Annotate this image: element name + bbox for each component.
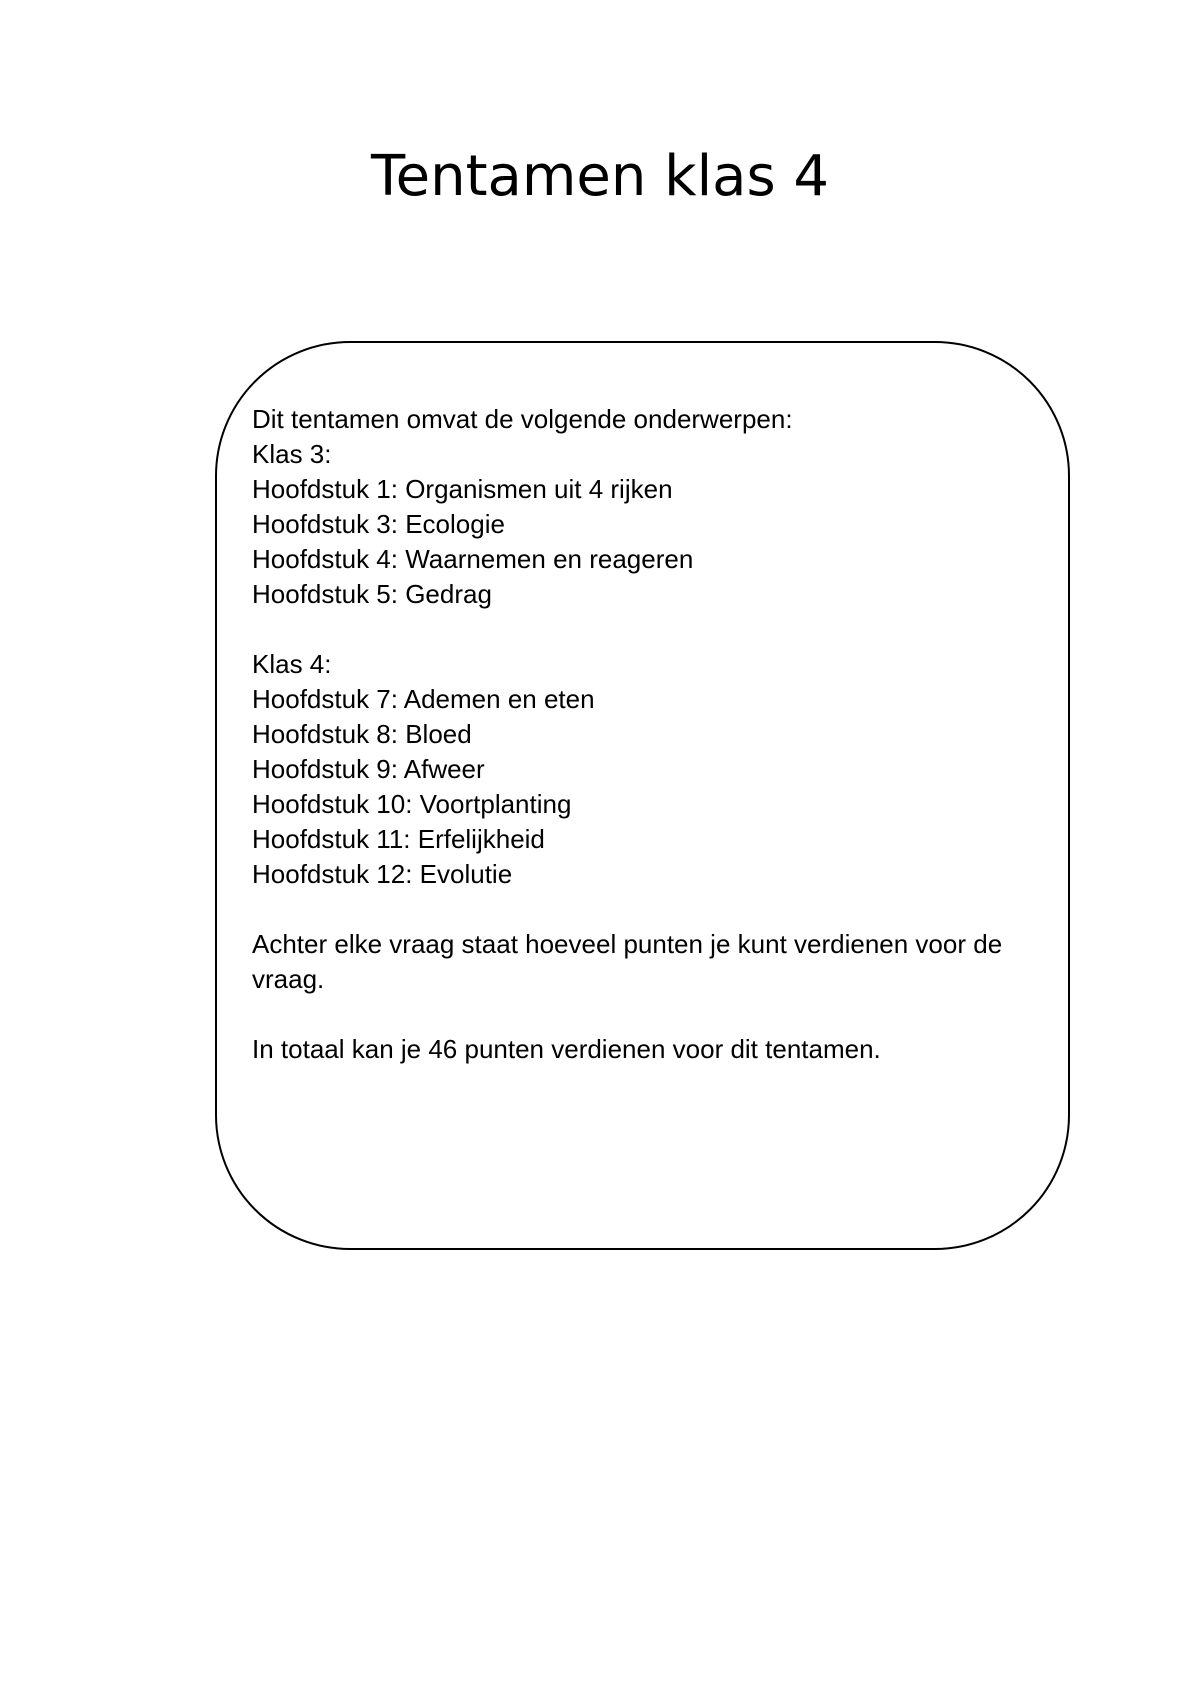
spacer xyxy=(252,892,1052,927)
total-note: In totaal kan je 46 punten verdienen voor dit tentamen. xyxy=(252,1034,881,1064)
chapter-item: Hoofdstuk 1: Organismen uit 4 rijken xyxy=(252,474,673,504)
intro-text: Dit tentamen omvat de volgende onderwerpen: xyxy=(252,404,793,434)
chapter-item: Hoofdstuk 11: Erfelijkheid xyxy=(252,824,545,854)
chapter-item: Hoofdstuk 10: Voortplanting xyxy=(252,789,572,819)
chapter-item: Hoofdstuk 8: Bloed xyxy=(252,719,472,749)
chapter-item: Hoofdstuk 9: Afweer xyxy=(252,754,485,784)
chapter-item: Hoofdstuk 4: Waarnemen en reageren xyxy=(252,544,694,574)
chapter-item: Hoofdstuk 12: Evolutie xyxy=(252,859,513,889)
chapter-item: Hoofdstuk 5: Gedrag xyxy=(252,579,492,609)
klas4-heading: Klas 4: xyxy=(252,649,332,679)
chapter-item: Hoofdstuk 7: Ademen en eten xyxy=(252,684,595,714)
page-title: Tentamen klas 4 xyxy=(370,144,830,209)
chapter-item: Hoofdstuk 3: Ecologie xyxy=(252,509,505,539)
topics-text xyxy=(252,402,1052,1067)
klas3-heading: Klas 3: xyxy=(252,439,332,469)
spacer xyxy=(252,997,1052,1032)
spacer xyxy=(252,612,1052,647)
points-note: Achter elke vraag staat hoeveel punten je kunt verdienen voor de vraag. xyxy=(252,929,1003,994)
